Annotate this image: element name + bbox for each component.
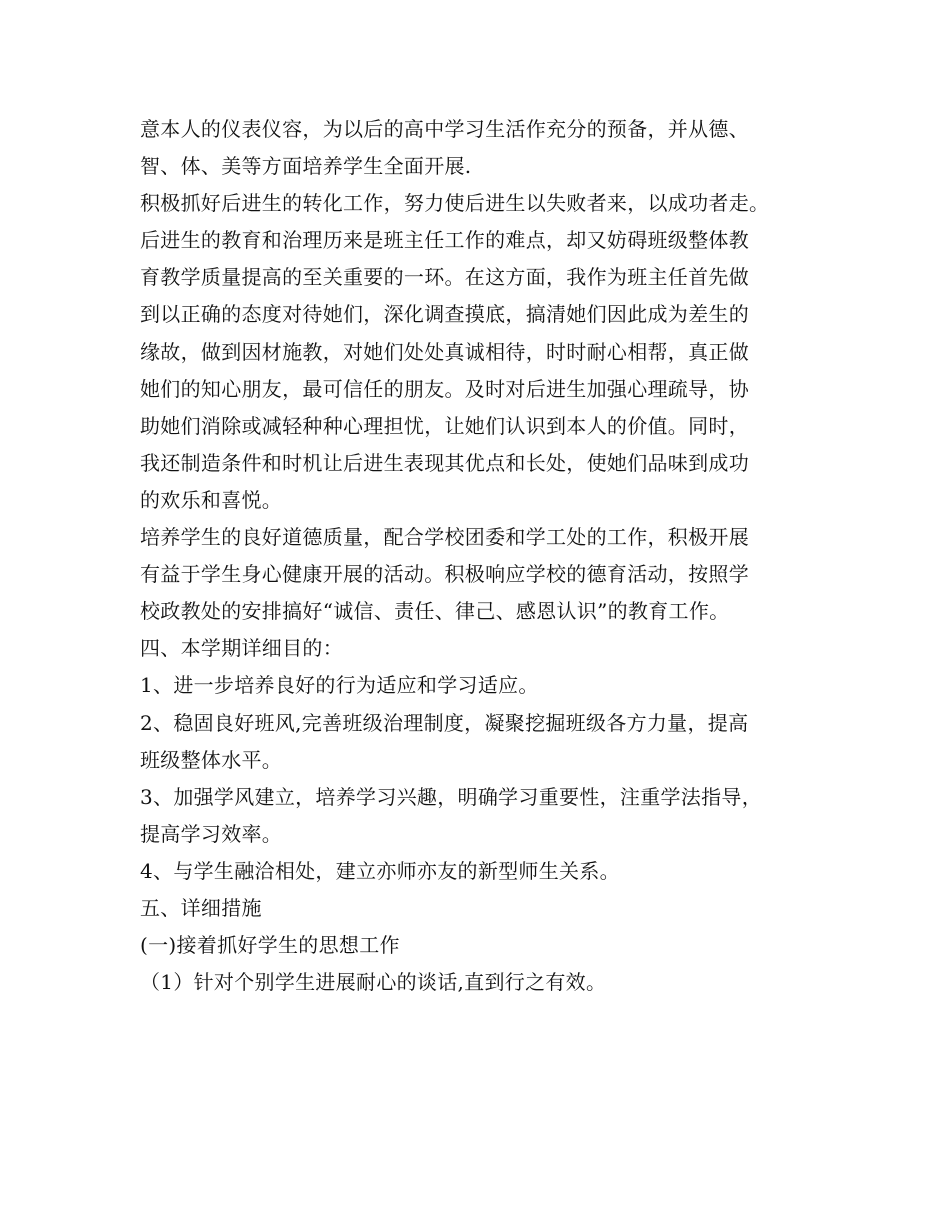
text-line: 的欢乐和喜悦。	[140, 487, 283, 512]
list-item: （1）针对个别学生进展耐心的谈话,直到行之有效。	[140, 970, 607, 995]
text-line: 积极抓好后进生的转化工作，努力使后进生以失败者来，以成功者走。	[140, 191, 770, 216]
text-line: 智、体、美等方面培养学生全面开展.	[140, 154, 472, 179]
text-line: 她们的知心朋友，最可信任的朋友。及时对后进生加强心理疏导，协	[140, 376, 749, 401]
text-line: 提高学习效率。	[140, 821, 283, 846]
text-line: 我还制造条件和时机让后进生表现其优点和长处，使她们品味到成功	[140, 450, 749, 475]
text-line: 后进生的教育和治理历来是班主任工作的难点，却又妨碍班级整体教	[140, 228, 749, 253]
section-heading: 四、本学期详细目的：	[140, 636, 343, 661]
text-line: 到以正确的态度对待她们，深化调查摸底，搞清她们因此成为差生的	[140, 302, 749, 327]
list-item: 4、与学生融洽相处，建立亦师亦友的新型师生关系。	[140, 858, 620, 883]
section-heading: 五、详细措施	[140, 895, 262, 920]
text-line: 缘故，做到因材施教，对她们处处真诚相待，时时耐心相帮，真正做	[140, 339, 749, 364]
document-body	[140, 111, 830, 1001]
text-line: 意本人的仪表仪容，为以后的高中学习生活作充分的预备，并从德、	[140, 117, 749, 141]
text-line: 班级整体水平。	[140, 747, 283, 772]
list-item: 2、稳固良好班风,完善班级治理制度，凝聚挖掘班级各方力量，提高	[140, 710, 749, 735]
text-line: 有益于学生身心健康开展的活动。积极响应学校的德育活动，按照学	[140, 562, 749, 587]
text-line: 育教学质量提高的至关重要的一环。在这方面，我作为班主任首先做	[140, 265, 749, 290]
text-line: 培养学生的良好道德质量，配合学校团委和学工处的工作，积极开展	[140, 525, 749, 550]
list-item: 1、进一步培养良好的行为适应和学习适应。	[140, 673, 539, 698]
list-item: 3、加强学风建立，培养学习兴趣，明确学习重要性，注重学法指导，	[140, 784, 763, 809]
text-line: 校政教处的安排搞好“诚信、责任、律己、感恩认识”的教育工作。	[140, 599, 730, 624]
subsection-heading: (一)接着抓好学生的思想工作	[140, 933, 400, 958]
text-line: 助她们消除或减轻种种心理担忧，让她们认识到本人的价值。同时，	[140, 413, 749, 438]
